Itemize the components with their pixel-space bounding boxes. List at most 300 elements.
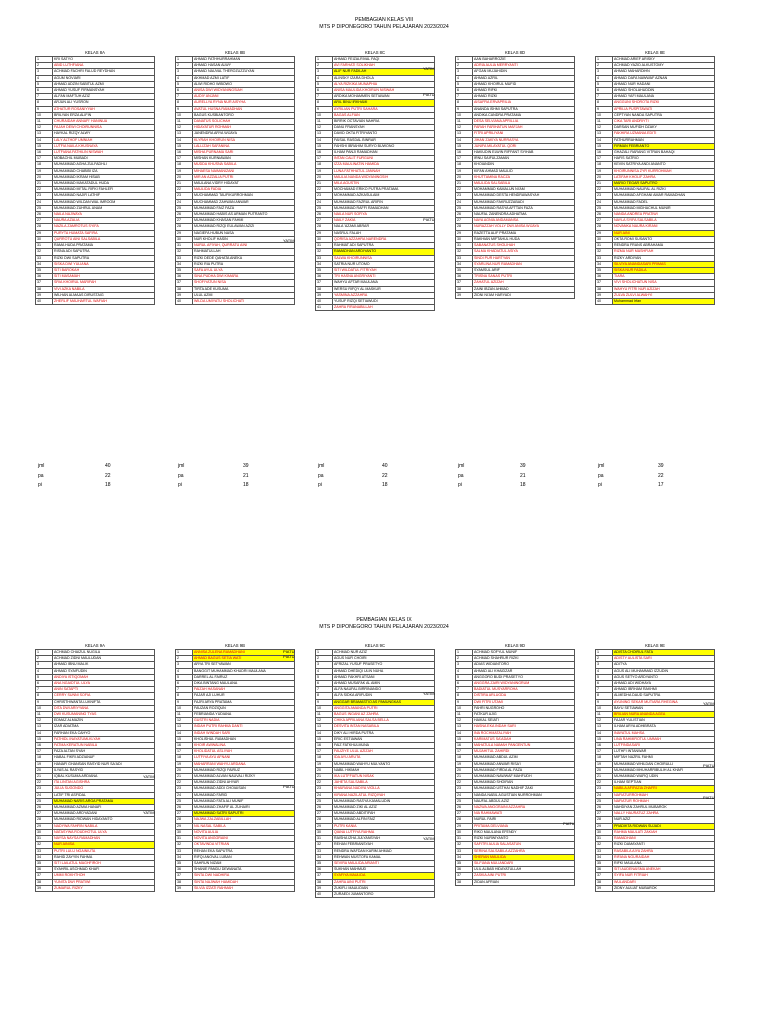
table-row [36,298,155,304]
student-name: REHAN FEBRIANSYAH [333,842,435,848]
student-number: 36 [316,274,333,280]
student-name: MAULANA VIDRY HIDAYAT [193,181,295,187]
student-number: 10 [316,112,333,118]
student-number: 1 [36,650,53,656]
student-number: 38 [316,879,333,885]
student-name: LUTHFI INTANWAR [613,749,715,755]
student-number: 23 [36,786,53,792]
student-name: KIRANA NAZILATUL RIZQIYAH [333,792,435,798]
student-name: RISNA ADI SAPUTRA [53,249,155,255]
student-number: 24 [316,792,333,798]
student-number: 13 [596,131,613,137]
student-name: ALMEDHA DAUD SAPUTRA [613,693,715,699]
student-name: CEPTYAN NANDA SAPUTRA [613,112,715,118]
student-name: MAULIA NANDA WIDYANINGSIH [333,174,435,180]
student-number: 16 [36,150,53,156]
student-name: REHAN EKA SAPUTRA [193,848,295,854]
student-name: ACHMAD ARIEF ARISKY [613,57,715,63]
student-number: 6 [36,88,53,94]
student-table [35,56,155,305]
student-name: AFGAN MUJAHIDIN [473,69,575,75]
student-number: 18 [316,755,333,761]
student-name: BAGUS KUSBIANTORO [193,112,295,118]
student-number: 17 [176,156,193,162]
student-number: 9 [316,699,333,705]
student-name: MUHAMMAD MIDHACHUL MUNIR [613,205,715,211]
student-name: QIANA LUTFIYA RAHMA [333,829,435,835]
student-name: MOBACHIL MUBADI [53,156,155,162]
table-row [596,885,715,891]
student-number: 29 [456,823,473,829]
student-name: YUNITA DWI PRATIWI [53,879,155,885]
student-table [315,56,435,311]
student-number: 2 [456,656,473,662]
student-number: 30 [176,829,193,835]
student-number: 10 [36,705,53,711]
class-column [175,50,295,311]
student-name: AHMAD FATHHURRAHMAN [193,57,295,63]
table-row [456,879,575,885]
student-number: 10 [316,705,333,711]
student-name: SITI BAROKAH [53,267,155,273]
student-name: AGUS ALI MUHAMMAD IZZUDIN [613,668,715,674]
student-number: 30 [316,829,333,835]
student-name: JANENDRA ARYA WIJAYA [193,131,295,137]
student-number: 16 [176,743,193,749]
student-number: 22 [316,187,333,193]
student-number: 31 [456,243,473,249]
student-name: MILA AGUSTIN [333,181,435,187]
student-name: HANAFI GHANSAN RASYID NUR SA'ADI [53,761,155,767]
student-number: 1 [176,650,193,656]
student-number: 17 [596,156,613,162]
student-name: EDMAZ ALMAZIN [53,718,155,724]
student-name: SATRIA NUR UTOMO [333,261,435,267]
student-number: 7 [176,94,193,100]
student-number: 28 [456,817,473,823]
student-name: MUCHAMMAD TAUFIKURROHMAN [193,193,295,199]
student-name: ZIDAN AFRIAN [473,879,575,885]
student-number: 19 [36,761,53,767]
table-row [316,305,435,311]
student-number: 27 [316,218,333,224]
student-number: 16 [456,150,473,156]
student-number: 25 [316,798,333,804]
student-name: NAYA AGNIA ANDAMANSA [473,218,575,224]
student-number: 27 [596,811,613,817]
student-name: LATIF TRI ASFIDAL [53,792,155,798]
student-number: 15 [596,736,613,742]
student-name: KRI SATYO [53,57,155,63]
student-number: 25 [456,798,473,804]
student-number: 24 [456,792,473,798]
stat-label-pa: pa [598,472,604,479]
student-number: 1 [596,650,613,656]
student-name: ZULVA ZULVI ALWAHYI [613,292,715,298]
stat-label-pa: pa [458,472,464,479]
student-name: MIFTAH NAZRIL FAHMI [613,755,715,761]
piatu-tag: PIATU [563,820,575,826]
student-number: 11 [316,712,333,718]
student-name: NAGIEFA HUBUN NASA [193,230,295,236]
student-number: 31 [596,243,613,249]
student-name: MIR AN AZZALIA PUTRI [193,174,295,180]
student-name: NOVITA ANGGRAINI [193,836,295,842]
student-name: RIFANA NGURAIDAH [613,854,715,860]
student-number: 33 [176,848,193,854]
student-table [455,649,575,886]
student-number: 35 [176,860,193,866]
student-number: 25 [456,205,473,211]
student-number: 22 [596,780,613,786]
student-name: MUHAMMAD AGHA ZULFADHLI [53,162,155,168]
student-number: 1 [36,57,53,63]
student-name: SISKA DWI YULIANA [53,261,155,267]
student-name: FATMA KERATUN NABILA [53,743,155,749]
student-name: SYAHRIL ASCHMAD KHAFI [53,867,155,873]
table-row [176,298,295,304]
student-number: 9 [596,699,613,705]
student-number: 5 [36,81,53,87]
stat-value-pi: 18 [382,482,388,488]
student-name: CHRISTHWANTA LUKNIFTA [53,699,155,705]
student-name: MAHATULA NAMAH PANGENTUN [473,743,575,749]
student-name: DAVID OKTA FITRIYANTO [333,131,435,137]
student-name: LUTFIA NAILA KHUSNAYA [53,143,155,149]
section1-title-line1: PEMBAGIAN KELAS VIII [354,17,414,23]
section2-title-line1: PEMBAGIAN KELAS IX [356,617,412,623]
student-name: SINTA DWI NADHIRA [193,873,295,879]
student-number: 37 [36,873,53,879]
student-name: RIZKI NURWIYANTO [473,836,575,842]
student-number: 32 [36,249,53,255]
student-number: 27 [316,811,333,817]
student-name: NUR AINISA [53,842,155,848]
student-number: 33 [36,255,53,261]
student-number: 19 [176,168,193,174]
student-name: SRIA KHOIRUL MARIFAH [53,280,155,286]
student-number: 35 [456,267,473,273]
student-name: WERSU RIFQY AL MASKUR [333,286,435,292]
student-number: 6 [596,88,613,94]
class-header: KELAS 9B [225,643,245,648]
student-number: 30 [176,236,193,242]
student-number: 30 [316,236,333,242]
student-name: AHMAD RIZKI [473,94,575,100]
student-name: MUHAMMAD DESTA HENDRAWASYAH [473,193,575,199]
student-name: MUHAMMAD NAJIR LATHIF [53,193,155,199]
student-number: 26 [176,805,193,811]
student-name: LUTFIANA FATHILIN NISWAH [53,150,155,156]
student-name: KEVIN SATRIYA ANDI ANANTO [613,162,715,168]
student-number: 8 [316,693,333,699]
student-number: 10 [456,112,473,118]
student-name: NAUFAL ABDUL AZIZ [473,798,575,804]
student-name: ACHMAD SOFYUL MUNIF [473,650,575,656]
student-name: ALFA NAUFAL BIRRINANDO [333,687,435,693]
student-name: WILHAN ALMAAS DIRUSTAIG [53,292,155,298]
student-name: AYRILIAN PUTRI SAHARA [333,106,435,112]
student-name: KHOLISHUL RAMADHAN [193,736,295,742]
student-number: 31 [176,243,193,249]
student-name: AISAFRA ERVAPRILIA [473,100,575,106]
student-number: 32 [36,842,53,848]
student-name: MAULIDA SALSABILA [473,181,575,187]
student-number: 26 [36,212,53,218]
student-number: 38 [596,286,613,292]
student-number: 30 [596,829,613,835]
student-number: 16 [596,743,613,749]
student-name: NAURA AZALIA [53,218,155,224]
student-name: LINA RAHMIROTUL UMMAH [613,736,715,742]
section1-title [0,17,768,30]
student-number: 3 [316,662,333,668]
student-number: 36 [176,274,193,280]
student-number: 16 [456,743,473,749]
student-name: ACHMAD ZIDNI MAULUDAN [53,656,155,662]
student-number: 16 [316,150,333,156]
student-name: AHMAD SYAIFUDIN [53,668,155,674]
student-number: 20 [456,767,473,773]
student-name: NALLY HAURATUZ ZAHRA [613,811,715,817]
student-number: 25 [596,205,613,211]
student-name: SUKHAN MAHMUD [333,867,435,873]
student-number: 3 [36,662,53,668]
yatim-tag: YATIM [143,773,155,779]
student-number: 38 [176,879,193,885]
student-number: 37 [176,873,193,879]
student-number: 31 [596,836,613,842]
student-number: 11 [36,712,53,718]
student-number: 4 [456,75,473,81]
student-number: 14 [316,730,333,736]
student-name: MUHAMMAD FIRDA AL FAZA [473,767,575,773]
student-number: 35 [36,860,53,866]
student-name: ALINSKY IZARA DHOLA [333,75,435,81]
student-number: 14 [596,730,613,736]
student-name: MUHAMMAD FAKRUZZABADI [473,199,575,205]
student-number: 7 [456,687,473,693]
student-number: 20 [596,174,613,180]
student-number: 31 [316,243,333,249]
student-name: NAJWA ZALZABILLAH [193,817,295,823]
student-name: AHMAD MUSAFAK AL AMIN [333,681,435,687]
student-name: ZIDNY AULIAT MUBAROK [613,885,715,891]
student-name: HAIKAL SEIATI [473,718,575,724]
student-name: HIDAYATUR ROHMAH [193,125,295,131]
student-number: 14 [36,730,53,736]
student-name: RAMA HUDA PRATAMA [53,243,155,249]
student-name: APRILIA PUSPITAWATI [613,106,715,112]
student-name: ACHMAD YAZID ALKUSTOMY [613,63,715,69]
student-number: 12 [456,125,473,131]
student-name: SHERAN MAULIDA [473,854,575,860]
student-number: 19 [36,168,53,174]
student-number: 19 [456,761,473,767]
student-number: 39 [316,292,333,298]
student-name: NABILA AFIFAZIA ZHAFRI [613,786,715,792]
student-name: NAFIATURROHMAH [613,792,715,798]
student-name: NUR AZIZ [613,817,715,823]
student-name: ANGGRA ZAIRI WIDYANINGRUM [473,681,575,687]
student-number: 18 [36,755,53,761]
student-name: KIFAN AHMAD MAULID [473,168,575,174]
student-number: 13 [176,724,193,730]
student-name: PUTRI KANIA [333,823,435,829]
student-name: MUHAMMAD WAFIQ UDIN [613,774,715,780]
student-number: 22 [176,780,193,786]
student-name: HASNA EKA INDAH SARI [473,724,575,730]
student-number: 32 [176,249,193,255]
student-number: 6 [456,88,473,94]
student-number: 39 [456,292,473,298]
student-name: SINDI PUR HARTYAN [473,255,575,261]
student-name: ANDIKA CANDRA PRATAMA [473,112,575,118]
student-name: BAYU SETIAWAN [613,705,715,711]
student-number: 13 [176,131,193,137]
student-number: 35 [36,267,53,273]
student-name: RAHMATULLAH [193,249,295,255]
student-name: NAILA NAJWAYA [53,212,155,218]
student-name: INDAH PUTRI RAHMA DANTI [193,724,295,730]
student-name: BAGUS INGANI AZ ZAHRA [333,712,435,718]
student-number: 24 [596,792,613,798]
student-name: NASRUL FALAH [333,230,435,236]
student-name: SITI LAILATUL MAGHFIROH [53,860,155,866]
student-name: ANGGAR BRAMASTIO AS PAMUNGKAS [333,699,435,705]
stat-label-pi: pi [38,482,42,488]
student-number: 3 [176,662,193,668]
student-number: 37 [456,873,473,879]
student-number: 9 [596,106,613,112]
student-number: 34 [596,854,613,860]
student-number: 2 [176,656,193,662]
student-name: NAILY ZAKIA [333,218,435,224]
piatu-tag: PIATU [283,649,295,654]
student-name: CHURAIDAH ANNAFI' HANINUA [53,119,155,125]
student-name: ALIF NUR FADILAH [333,69,435,75]
student-number: 13 [36,131,53,137]
student-name: CHIKA APRILIANA SALSA BELLA [333,718,435,724]
student-number: 37 [176,280,193,286]
student-name: MUHAMMAD SHOIRAN [473,780,575,786]
student-name: MUHAMMAD FAZRUL ARIFIN [333,199,435,205]
student-number: 26 [456,805,473,811]
student-number: 10 [596,112,613,118]
student-name: ILHAM ARYA ADHIBRATA [613,724,715,730]
student-number: 7 [176,687,193,693]
student-number: 8 [596,693,613,699]
student-number: 38 [36,286,53,292]
student-name: ADRIA AULIA MERRYANTI [473,63,575,69]
student-name: FATHIDL INAYATUMLKLYAH [53,736,155,742]
class-header: KELAS 9A [85,643,105,648]
student-number: 17 [316,749,333,755]
student-number: 7 [36,94,53,100]
student-name: AHMAD ADZIN SABITUL AZMI [53,81,155,87]
student-name: MISHAN KURNIAWAN [193,156,295,162]
student-number: 1 [176,57,193,63]
student-number: 38 [176,286,193,292]
yatim-tag: YATIM [143,810,155,816]
student-number: 32 [176,842,193,848]
student-name: ANANDA ISHMI SAPUTRA [473,106,575,112]
student-name: FATHURRAHMAN [613,137,715,143]
student-name: SINA PUDHA DWI KIMARA [193,274,295,280]
student-name: RIKO MAULANA EFENDY [473,829,575,835]
student-name: MUHAMMAD MHUHARRIBULIH AL KHAFI [613,767,715,773]
table-row [316,891,435,897]
stat-label-pi: pi [598,482,602,488]
student-name: ZAHRA FIRANABILLAH [333,305,435,311]
student-name: NANDA ANDREA PRATIWI [613,212,715,218]
table-row [176,885,295,891]
student-number: 24 [316,199,333,205]
student-name: MUHAMMAD SATRI SAPUTRI [193,811,295,817]
student-name: SINTA NAJWAH HAMIDAH [193,879,295,885]
class-header: KELAS 8B [225,50,245,55]
student-name: KHOIRUNNISA ZYR KURROHMAH [613,168,715,174]
student-number: 19 [596,761,613,767]
student-number: 11 [176,119,193,125]
student-name: FITRI APRILIYANI [473,131,575,137]
student-name: NAUFAL ZANENDRA ADHATMA [473,212,575,218]
student-name: LALY ALTHOF UMNIAH [53,137,155,143]
student-number: 25 [596,798,613,804]
student-name: AHMAD FAKHRI ATSANI [333,674,435,680]
student-name: ALYA RIZKIKA MUNAPHIA [333,81,435,87]
student-number: 20 [176,767,193,773]
stat-label-pi: pi [318,482,322,488]
student-number: 39 [596,292,613,298]
student-number: 36 [596,867,613,873]
student-name: AUDIY ANJANI [193,94,295,100]
student-name: MUHAMMAD ABDITIFAH [333,811,435,817]
class-stats-viii [0,462,768,502]
student-name: SISKA NUR FADILA [613,267,715,273]
student-name: FAKHIRA UZMANIA EDITI [613,131,715,137]
student-name: ZAHRA AINI PUTRI [333,879,435,885]
student-name: MUHAMMAD ZIDNI AHYAR [193,780,295,786]
student-number: 28 [316,817,333,823]
student-number: 32 [456,249,473,255]
student-name: FIRMAN FEBRIANTO [613,143,715,149]
student-number: 15 [36,143,53,149]
student-number: 12 [456,718,473,724]
student-name: IZZA MAULINATIN HAMIDA [333,162,435,168]
student-number: 20 [316,174,333,180]
student-number: 8 [596,100,613,106]
stat-value-pa: 21 [520,472,526,479]
student-name: SALWA KHOIRUNNISA [333,255,435,261]
student-name: MUHAMMAD CHABIBI IZA [53,168,155,174]
student-name: ADISTY AULISTA SARI [613,656,715,662]
student-number: 7 [36,687,53,693]
student-number: 5 [456,81,473,87]
student-name: ALFA SIDKA ARIFUDIN [333,693,435,699]
student-number: 10 [176,112,193,118]
student-number: 4 [36,668,53,674]
student-number: 39 [176,885,193,891]
student-name: KHOLIDATUL ASLIYAH [193,749,295,755]
student-number: 11 [456,119,473,125]
yatim-tag: YATIM [423,690,435,696]
student-name: MUHAMMAD ARDYADANI [53,811,155,817]
student-number: 5 [596,674,613,680]
student-name: RASABILA AIYA ZAHRA [613,848,715,854]
student-name: MUHAMMAD WILDAN WAL IMROOM [53,199,155,205]
student-number: 5 [456,674,473,680]
